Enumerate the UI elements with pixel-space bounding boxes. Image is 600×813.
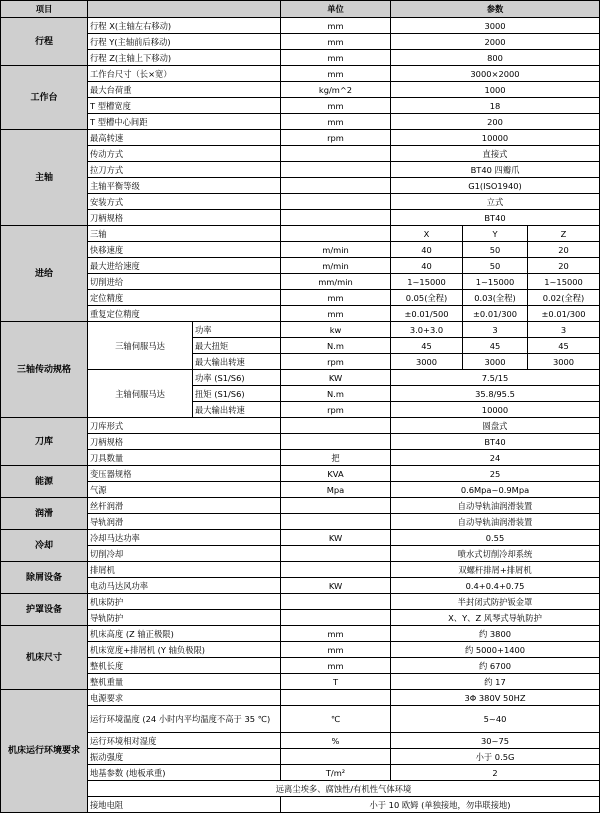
param-value: 双螺杆排屑+排屑机 [391,562,600,578]
table-row [1,546,600,562]
axis-z-value: 0.02(全程) [528,290,600,306]
axis-x-value: X [391,226,463,242]
param-unit: T [281,674,391,690]
param-value: G1(ISO1940) [391,178,600,194]
param-value: 约 6700 [391,658,600,674]
param-value: 圆盘式 [391,418,600,434]
param-unit: N.m [281,386,391,402]
table-row [1,781,600,797]
param-name: 电源要求 [88,690,281,706]
table-row [1,210,600,226]
param-value: 0.4+0.4+0.75 [391,578,600,594]
param-name: 导轨润滑 [88,514,281,530]
axis-y-value: ±0.01/300 [463,306,528,322]
param-unit: m/min [281,242,391,258]
param-value: 10000 [391,402,600,418]
param-value: 5~40 [391,706,600,733]
param-name: 地基参数 (地板承重) [88,765,281,781]
param-value: 0.6Mpa~0.9Mpa [391,482,600,498]
axis-z-value: 3000 [528,354,600,370]
param-unit: % [281,733,391,749]
table-row [1,146,600,162]
param-value: 约 3800 [391,626,600,642]
axis-z-value: 45 [528,338,600,354]
table-row [1,322,600,338]
axis-x-value: 45 [391,338,463,354]
axis-x-value: 40 [391,258,463,274]
axis-z-value: 1~15000 [528,274,600,290]
category-chip-removal: 除屑设备 [1,562,88,594]
param-unit: KW [281,530,391,546]
param-unit [281,146,391,162]
param-unit: 把 [281,450,391,466]
category-worktable: 工作台 [1,66,88,130]
param-unit [281,194,391,210]
table-row [1,162,600,178]
param-value: 半封闭式防护钣金罩 [391,594,600,610]
param-unit: mm [281,98,391,114]
param-name: 安装方式 [88,194,281,210]
param-unit: rpm [281,402,391,418]
param-value: 2000 [391,34,600,50]
environment-note: 远离尘埃多、腐蚀性/有机性气体环境 [88,781,600,797]
table-row [1,610,600,626]
table-row [1,626,600,642]
param-unit: rpm [281,130,391,146]
param-name: 机床高度 (Z 轴正极限) [88,626,281,642]
category-guard: 护罩设备 [1,594,88,626]
param-unit: mm [281,290,391,306]
param-name: 振动强度 [88,749,281,765]
table-row [1,674,600,690]
param-name: 切削进给 [88,274,281,290]
table-row [1,18,600,34]
table-row [1,178,600,194]
param-name: 最大进给速度 [88,258,281,274]
header-unit: 单位 [281,1,391,18]
param-name: 切削冷却 [88,546,281,562]
axis-z-value: Z [528,226,600,242]
param-unit: rpm [281,354,391,370]
table-row [1,450,600,466]
param-unit: KVA [281,466,391,482]
param-value: 18 [391,98,600,114]
axis-x-value: 3.0+3.0 [391,322,463,338]
table-row [1,66,600,82]
param-name: 行程 Z(主轴上下移动) [88,50,281,66]
param-unit [281,562,391,578]
param-value: 喷水式切削冷却系统 [391,546,600,562]
table-row [1,434,600,450]
table-row [1,797,600,813]
table-row [1,642,600,658]
category-machine-size: 机床尺寸 [1,626,88,690]
param-unit: mm [281,34,391,50]
param-unit: mm [281,626,391,642]
table-row [1,514,600,530]
param-unit: mm [281,306,391,322]
param-unit [281,749,391,765]
param-value: X、Y、Z 风琴式导轨防护 [391,610,600,626]
table-row [1,765,600,781]
param-name: 导轨防护 [88,610,281,626]
param-name: 主轴平衡等级 [88,178,281,194]
category-cooling: 冷却 [1,530,88,562]
header-item-spacer [88,1,281,18]
category-energy: 能源 [1,466,88,498]
param-value: 3000×2000 [391,66,600,82]
param-name: 传动方式 [88,146,281,162]
param-unit [281,546,391,562]
param-value: 2 [391,765,600,781]
param-value: 0.55 [391,530,600,546]
param-unit: ℃ [281,706,391,733]
param-name: 拉刀方式 [88,162,281,178]
param-name: 气源 [88,482,281,498]
param-name: 功率 (S1/S6) [193,370,281,386]
param-unit: kw [281,322,391,338]
table-row [1,562,600,578]
param-unit: KW [281,370,391,386]
param-unit [281,610,391,626]
param-unit [281,210,391,226]
param-unit: mm [281,658,391,674]
param-value: 1000 [391,82,600,98]
table-row [1,98,600,114]
param-value: 35.8/95.5 [391,386,600,402]
param-unit [281,514,391,530]
param-unit [281,178,391,194]
param-name: 快移速度 [88,242,281,258]
table-row [1,34,600,50]
axis-z-value: ±0.01/300 [528,306,600,322]
axis-y-value: 1~15000 [463,274,528,290]
header-param: 参数 [391,1,600,18]
param-name: 变压器规格 [88,466,281,482]
param-unit [281,434,391,450]
param-unit: mm/min [281,274,391,290]
param-value: 小于 0.5G [391,749,600,765]
category-environment: 机床运行环境要求 [1,690,88,813]
param-unit [281,498,391,514]
param-value: 3000 [391,18,600,34]
param-name: 机床宽度+排屑机 (Y 轴负极限) [88,642,281,658]
param-name: 整机长度 [88,658,281,674]
param-name: 刀柄规格 [88,434,281,450]
param-value: BT40 四瓣爪 [391,162,600,178]
param-unit [281,690,391,706]
param-value: 自动导轨油润滑装置 [391,498,600,514]
table-row [1,466,600,482]
param-unit [281,162,391,178]
param-value: 800 [391,50,600,66]
table-row [1,749,600,765]
axis-x-value: 40 [391,242,463,258]
axis-y-value: 45 [463,338,528,354]
param-value: BT40 [391,434,600,450]
param-unit: kg/m^2 [281,82,391,98]
category-drive: 三轴传动规格 [1,322,88,418]
axis-y-value: 50 [463,242,528,258]
param-name: 刀具数量 [88,450,281,466]
table-row [1,706,600,733]
table-row [1,690,600,706]
param-name: 最高转速 [88,130,281,146]
table-row [1,82,600,98]
axis-y-value: 0.03(全程) [463,290,528,306]
table-row [1,530,600,546]
table-row [1,482,600,498]
param-value: 3Φ 380V 50HZ [391,690,600,706]
param-name: 排屑机 [88,562,281,578]
param-unit: N.m [281,338,391,354]
param-name: 接地电阻 [88,797,281,813]
param-name: 行程 Y(主轴前后移动) [88,34,281,50]
param-name: 运行环境相对湿度 [88,733,281,749]
param-value: 小于 10 欧姆 (单独接地，勿串联接地) [281,797,600,813]
param-value: 直接式 [391,146,600,162]
category-magazine: 刀库 [1,418,88,466]
axis-y-value: 3000 [463,354,528,370]
servo-3axis-label: 三轴伺服马达 [88,322,193,370]
table-row [1,370,600,386]
axis-z-value: 20 [528,242,600,258]
param-unit: T/m² [281,765,391,781]
param-name: 最大输出转速 [193,354,281,370]
table-row [1,130,600,146]
param-name: 冷却马达功率 [88,530,281,546]
param-unit: m/min [281,258,391,274]
param-value: 24 [391,450,600,466]
param-value: 30~75 [391,733,600,749]
param-value: 200 [391,114,600,130]
table-row [1,733,600,749]
param-value: 立式 [391,194,600,210]
table-row [1,274,600,290]
param-name: 机床防护 [88,594,281,610]
table-row [1,50,600,66]
header-item: 项目 [1,1,88,18]
param-unit: Mpa [281,482,391,498]
table-row [1,498,600,514]
param-unit: mm [281,50,391,66]
axis-z-value: 20 [528,258,600,274]
table-row [1,258,600,274]
axis-y-value: 50 [463,258,528,274]
param-name: 三轴 [88,226,281,242]
table-row [1,226,600,242]
axis-x-value: ±0.01/500 [391,306,463,322]
header-row [1,1,600,18]
table-row [1,594,600,610]
param-unit: mm [281,642,391,658]
param-name: 刀柄规格 [88,210,281,226]
axis-x-value: 3000 [391,354,463,370]
param-unit: KW [281,578,391,594]
param-unit [281,594,391,610]
param-name: 重复定位精度 [88,306,281,322]
param-name: 刀库形式 [88,418,281,434]
axis-z-value: 3 [528,322,600,338]
servo-main-label: 主轴伺服马达 [88,370,193,418]
param-name: 运行环境温度 (24 小时内平均温度不高于 35 ℃) [88,706,281,733]
param-unit: mm [281,114,391,130]
param-name: 最大扭矩 [193,338,281,354]
param-name: 行程 X(主轴左右移动) [88,18,281,34]
param-unit [281,418,391,434]
param-value: 自动导轨油润滑装置 [391,514,600,530]
category-spindle: 主轴 [1,130,88,226]
param-value: 7.5/15 [391,370,600,386]
param-name: 丝杆润滑 [88,498,281,514]
param-name: 定位精度 [88,290,281,306]
axis-x-value: 0.05(全程) [391,290,463,306]
axis-x-value: 1~15000 [391,274,463,290]
category-lubrication: 润滑 [1,498,88,530]
param-name: 最大台荷重 [88,82,281,98]
table-row [1,658,600,674]
table-row [1,194,600,210]
param-name: 整机重量 [88,674,281,690]
param-name: 电动马达风功率 [88,578,281,594]
table-row [1,114,600,130]
param-value: 约 17 [391,674,600,690]
category-feed: 进给 [1,226,88,322]
table-row [1,418,600,434]
axis-y-value: Y [463,226,528,242]
param-unit: mm [281,18,391,34]
param-name: 最大输出转速 [193,402,281,418]
param-name: 工作台尺寸（长×宽） [88,66,281,82]
param-name: T 型槽宽度 [88,98,281,114]
table-row [1,290,600,306]
param-name: T 型槽中心间距 [88,114,281,130]
param-value: 10000 [391,130,600,146]
param-unit: mm [281,66,391,82]
param-unit [281,226,391,242]
table-row [1,242,600,258]
param-value: 约 5000+1400 [391,642,600,658]
axis-y-value: 3 [463,322,528,338]
param-value: BT40 [391,210,600,226]
table-row [1,578,600,594]
param-name: 功率 [193,322,281,338]
param-name: 扭矩 (S1/S6) [193,386,281,402]
param-value: 25 [391,466,600,482]
table-row [1,306,600,322]
category-travel: 行程 [1,18,88,66]
